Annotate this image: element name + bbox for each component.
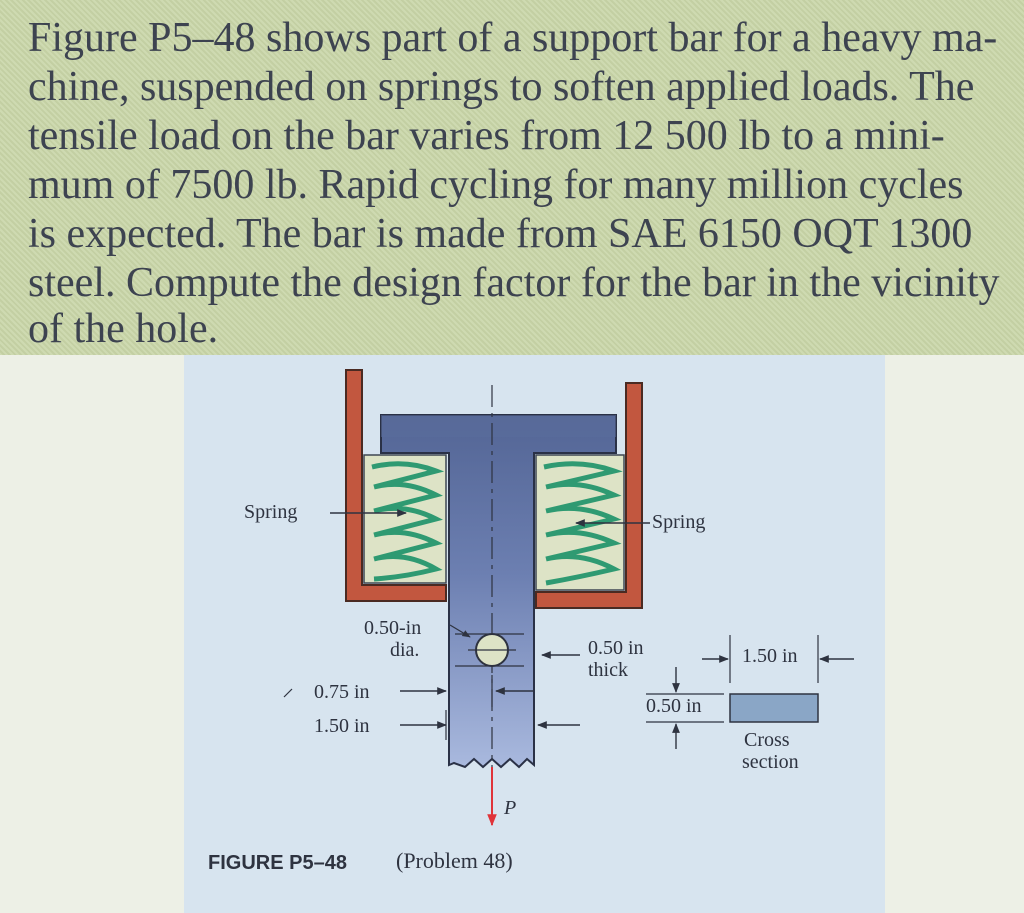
- problem-statement: [0, 0, 1024, 355]
- problem-line-5: is expected. The bar is made from SAE 6150 OQT 1300: [28, 211, 973, 257]
- dim-075-tick: [284, 689, 292, 697]
- figure-problem-ref: (Problem 48): [396, 848, 513, 873]
- problem-line-4: mum of 7500 lb. Rapid cycling for many million cycles: [28, 162, 964, 208]
- cross-section-caption-1: Cross: [744, 729, 790, 751]
- load-label: P: [504, 797, 517, 819]
- thick-value: 0.50 in: [588, 637, 644, 659]
- problem-line-1: Figure P5–48 shows part of a support bar for a heavy ma-: [28, 15, 998, 61]
- thick-word: thick: [588, 659, 628, 681]
- problem-line-3: tensile load on the bar varies from 12 500 lb to a mini-: [28, 113, 945, 159]
- spring-label-left: Spring: [244, 501, 298, 523]
- support-bar-top-band: [381, 415, 616, 437]
- problem-line-6: steel. Compute the design factor for the bar in the vicinity: [28, 260, 1000, 306]
- cross-width-label: 1.50 in: [742, 645, 798, 667]
- dim-075-label: 0.75 in: [314, 681, 370, 703]
- hole-dia-value: 0.50-in: [364, 617, 422, 639]
- problem-line-2: chine, suspended on springs to soften applied loads. The: [28, 64, 975, 110]
- page-margin-left: [0, 355, 184, 913]
- problem-line-7: of the hole.: [28, 306, 219, 352]
- figure-drawing: [184, 355, 885, 913]
- cross-thick-label: 0.50 in: [646, 695, 702, 717]
- dim-150-label: 1.50 in: [314, 715, 370, 737]
- figure-p5-48: [184, 355, 885, 913]
- figure-number: FIGURE P5–48: [208, 852, 347, 874]
- hole-dia-unit: dia.: [390, 639, 420, 661]
- cross-section-caption-2: section: [742, 751, 799, 773]
- page-margin-right: [885, 355, 1024, 913]
- spring-label-right: Spring: [652, 511, 706, 533]
- cross-section-rect: [730, 694, 818, 722]
